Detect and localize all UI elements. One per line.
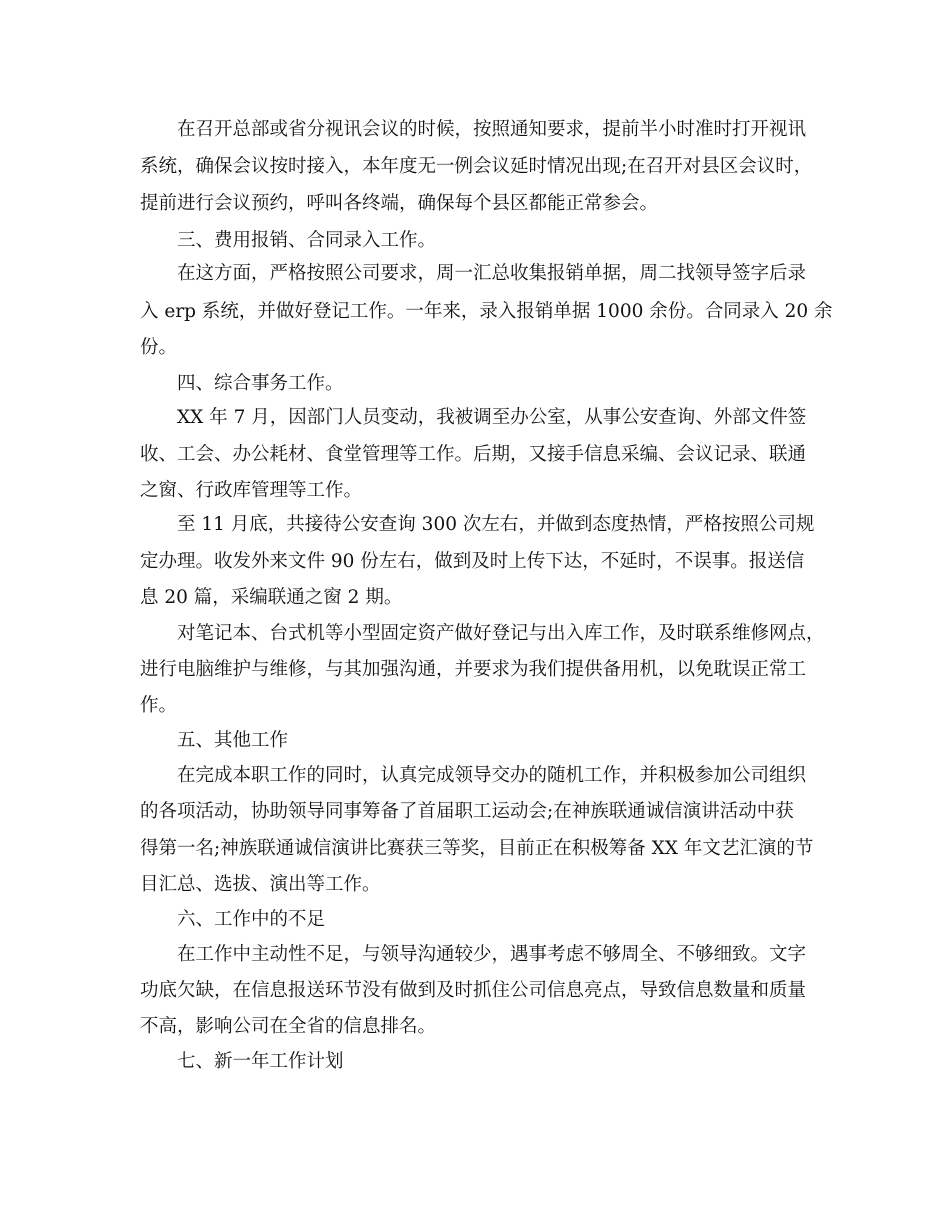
- paragraph-other-work-line-1: 在完成本职工作的同时，认真完成领导交办的随机工作，并积极参加公司组织: [177, 765, 807, 786]
- paragraph-assets-line-1: 对笔记本、台式机等小型固定资产做好登记与出入库工作，及时联系维修网点，: [177, 623, 825, 644]
- section-heading-general-affairs: 四、综合事务工作。: [177, 373, 344, 394]
- paragraph-other-work-line-2: 的各项活动，协助领导同事筹备了首届职工运动会;在神族联通诚信演讲活动中获: [140, 801, 794, 822]
- paragraph-reception-line-1: 至 11 月底，共接待公安查询 300 次左右，并做到态度热情，严格按照公司规: [177, 514, 815, 535]
- paragraph-video-conference-line-2: 系统，确保会议按时接入，本年度无一例会议延时情况出现;在召开对县区会议时，: [140, 156, 813, 177]
- paragraph-expense-line-1: 在这方面，严格按照公司要求，周一汇总收集报销单据，周二找领导签字后录: [177, 263, 807, 284]
- section-heading-shortcomings: 六、工作中的不足: [177, 909, 326, 930]
- paragraph-video-conference-line-1: 在召开总部或省分视讯会议的时候，按照通知要求，提前半小时准时打开视讯: [177, 119, 807, 140]
- paragraph-shortcomings-line-3: 不高，影响公司在全省的信息排名。: [140, 1016, 437, 1037]
- paragraph-reception-line-3: 息 20 篇，采编联通之窗 2 期。: [140, 587, 403, 608]
- paragraph-other-work-line-3: 得第一名;神族联通诚信演讲比赛获三等奖，目前正在积极筹备 XX 年文艺汇演的节: [140, 838, 814, 859]
- section-heading-expense-contract: 三、费用报销、合同录入工作。: [177, 230, 437, 251]
- section-heading-next-year-plan: 七、新一年工作计划: [177, 1051, 344, 1072]
- paragraph-reception-line-2: 定办理。收发外来文件 90 份左右，做到及时上传下达，不延时，不误事。报送信: [140, 551, 805, 572]
- paragraph-video-conference-line-3: 提前进行会议预约，呼叫各终端，确保每个县区都能正常参会。: [140, 193, 659, 214]
- paragraph-transfer-line-2: 收、工会、办公耗材、食堂管理等工作。后期，又接手信息采编、会议记录、联通: [140, 444, 807, 465]
- paragraph-shortcomings-line-2: 功底欠缺，在信息报送环节没有做到及时抓住公司信息亮点，导致信息数量和质量: [140, 980, 807, 1001]
- paragraph-other-work-line-4: 目汇总、选拔、演出等工作。: [140, 874, 381, 895]
- paragraph-expense-line-2: 入 erp 系统，并做好登记工作。一年来，录入报销单据 1000 余份。合同录入 20 余: [140, 301, 833, 322]
- section-heading-other-work: 五、其他工作: [177, 730, 289, 751]
- paragraph-shortcomings-line-1: 在工作中主动性不足，与领导沟通较少，遇事考虑不够周全、不够细致。文字: [177, 944, 807, 965]
- paragraph-assets-line-3: 作。: [140, 695, 178, 716]
- paragraph-assets-line-2: 进行电脑维护与维修，与其加强沟通，并要求为我们提供备用机，以免耽误正常工: [140, 659, 807, 680]
- paragraph-transfer-line-1: XX 年 7 月，因部门人员变动，我被调至办公室，从事公安查询、外部文件签: [177, 407, 807, 428]
- paragraph-expense-line-3: 份。: [140, 337, 178, 358]
- paragraph-transfer-line-3: 之窗、行政库管理等工作。: [140, 480, 363, 501]
